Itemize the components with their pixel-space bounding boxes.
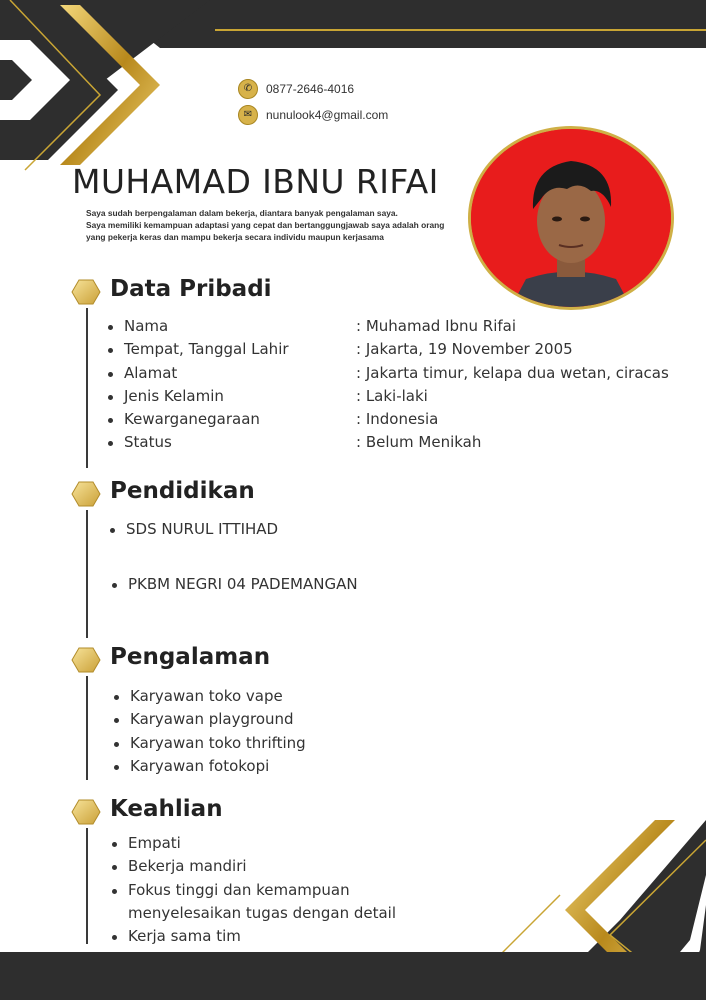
- skills-list: [110, 832, 396, 948]
- list-item: Fokus tinggi dan kemampuan: [110, 879, 396, 902]
- timeline-line: [86, 510, 88, 638]
- section-title-personal: [110, 276, 272, 302]
- education-list: [108, 518, 278, 541]
- list-item: [106, 362, 669, 385]
- list-item: [106, 338, 669, 361]
- section-heading: Pendidikan: [110, 478, 255, 504]
- list-item: [106, 315, 669, 338]
- list-item: SDS NURUL ITTIHAD: [108, 518, 278, 541]
- page-title: MUHAMAD IBNU RIFAI: [72, 162, 439, 201]
- field-value: : Indonesia: [356, 410, 439, 429]
- email-text: nunulook4@gmail.com: [266, 108, 389, 122]
- list-item: [106, 408, 669, 431]
- field-label: Nama: [124, 317, 169, 335]
- list-item: Karyawan toko vape: [112, 685, 306, 708]
- list-item: Karyawan fotokopi: [112, 755, 306, 778]
- list-item: Kerja sama tim: [110, 925, 396, 948]
- list-item: PKBM NEGRI 04 PADEMANGAN: [110, 573, 358, 596]
- hexagon-icon: [72, 800, 100, 824]
- field-value: : Belum Menikah: [356, 433, 482, 452]
- hexagon-icon: [72, 280, 100, 304]
- field-label: Tempat, Tanggal Lahir: [124, 340, 289, 359]
- field-label: Jenis Kelamin: [124, 386, 224, 405]
- phone-text: 0877-2646-4016: [266, 82, 355, 96]
- field-value: : Muhamad Ibnu Rifai: [356, 317, 517, 335]
- list-item-continuation: menyelesaikan tugas dengan detail: [128, 903, 397, 922]
- summary-line: yang pekerja keras dan mampu bekerja secara individu maupun kerjasama: [86, 232, 384, 242]
- field-value: : Jakarta, 19 November 2005: [356, 340, 573, 359]
- list-item: [106, 385, 669, 408]
- list-item: Empati: [110, 832, 396, 855]
- field-value: : Laki-laki: [356, 386, 428, 405]
- hexagon-icon: [72, 482, 100, 506]
- list-item: Karyawan toko thrifting: [112, 732, 306, 755]
- field-value: : Jakarta timur, kelapa dua wetan, ciracas: [356, 363, 669, 382]
- section-heading: Keahlian: [110, 796, 223, 822]
- timeline-line: [86, 828, 88, 944]
- timeline-line: [86, 676, 88, 780]
- timeline-line: [86, 308, 88, 468]
- hexagon-icon: [72, 648, 100, 672]
- list-item: Karyawan playground: [112, 708, 306, 731]
- section-title-skills: [110, 796, 223, 822]
- section-title-education: [110, 478, 255, 504]
- list-item: [106, 431, 669, 454]
- personal-data-list: [106, 315, 669, 455]
- list-item: Bekerja mandiri: [110, 855, 396, 878]
- field-label: Alamat: [124, 363, 178, 382]
- field-label: Status: [124, 433, 172, 452]
- section-title-experience: [110, 644, 270, 670]
- email-icon: ✉: [238, 105, 258, 125]
- field-label: Kewarganegaraan: [124, 410, 260, 429]
- phone-icon: ✆: [238, 79, 258, 99]
- section-heading: Pengalaman: [110, 644, 271, 670]
- summary-line: Saya memiliki kemampuan adaptasi yang cepat dan bertanggungjawab saya adalah orang: [86, 220, 445, 230]
- summary-line: Saya sudah berpengalaman dalam bekerja, diantara banyak pengalaman saya.: [86, 208, 398, 218]
- experience-list: [112, 685, 306, 778]
- section-heading: Data Pribadi: [110, 276, 272, 302]
- education-list: [110, 573, 358, 596]
